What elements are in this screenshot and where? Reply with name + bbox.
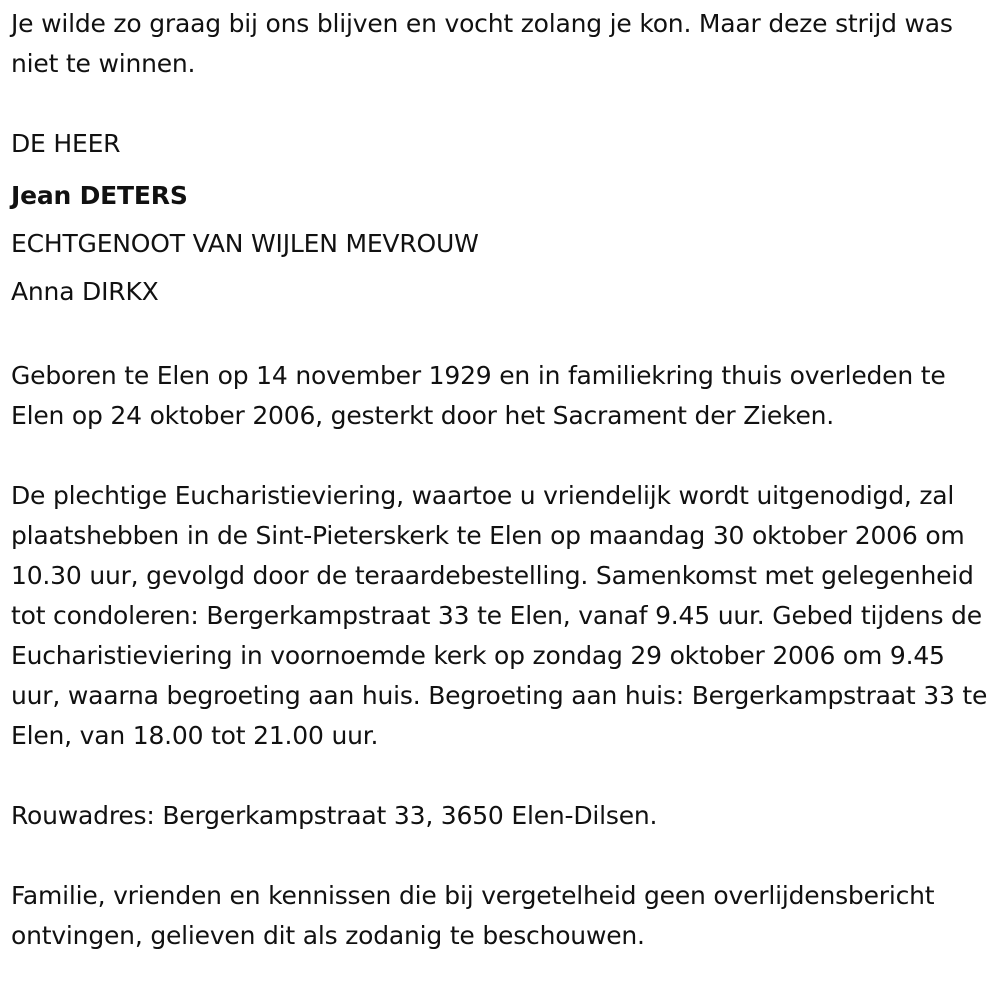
birth-death-paragraph: Geboren te Elen op 14 november 1929 en in familiekring thuis overleden te Elen op 24 oktober 2006, gesterkt door het Sacrament der Zieken. — [11, 361, 946, 430]
deceased-name-block — [11, 124, 991, 316]
obituary-document — [11, 4, 991, 956]
honorific-title: DE HEER — [11, 129, 121, 158]
relation-line: ECHTGENOOT VAN WIJLEN MEVROUW — [11, 229, 479, 258]
ceremony-paragraph: De plechtige Eucharistieviering, waartoe u vriendelijk wordt uitgenodigd, zal plaatshebben in de Sint-Pieterskerk te Elen op maandag 30 oktober 2006 om 10.30 uur, gevolgd door de teraardebestelling. Samenkomst met gelegenheid tot condoleren: Bergerkampstraat 33 te Elen, vanaf 9.45 uur. Gebed tijdens de Eucharistieviering in voornoemde kerk op zondag 29 oktober 2006 om 9.45 uur, waarna begroeting aan huis. Begroeting aan huis: Bergerkampstraat 33 te Elen, van 18.00 tot 21.00 uur. — [11, 481, 988, 750]
address-paragraph: Rouwadres: Bergerkampstraat 33, 3650 Elen-Dilsen. — [11, 801, 658, 830]
deceased-name: Jean DETERS — [11, 181, 188, 210]
spouse-name: Anna DIRKX — [11, 277, 159, 306]
intro-paragraph: Je wilde zo graag bij ons blijven en vocht zolang je kon. Maar deze strijd was niet te winnen. — [11, 9, 953, 78]
closing-paragraph: Familie, vrienden en kennissen die bij vergetelheid geen overlijdensbericht ontvingen, gelieven dit als zodanig te beschouwen. — [11, 881, 935, 950]
